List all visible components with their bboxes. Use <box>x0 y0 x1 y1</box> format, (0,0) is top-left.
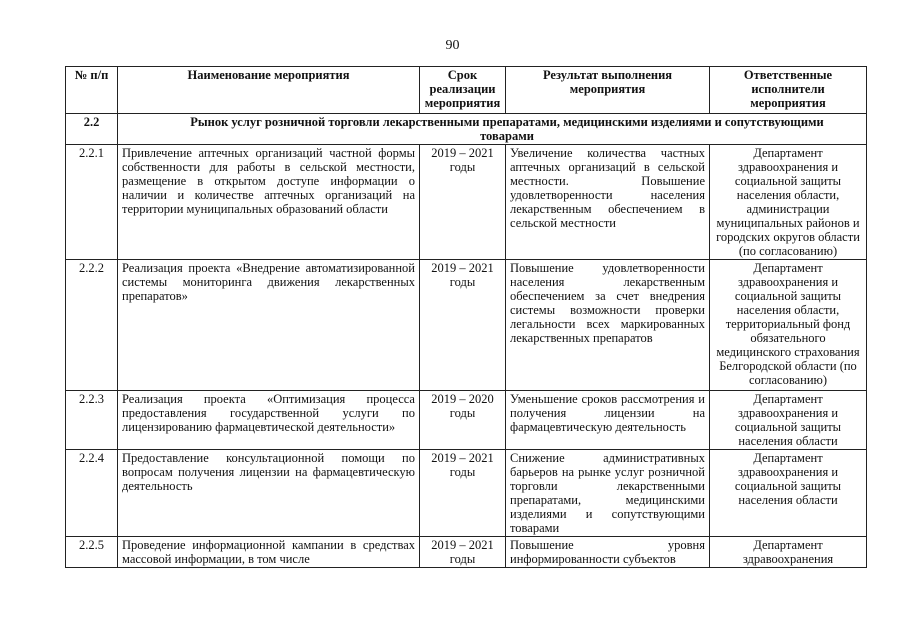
section-num: 2.2 <box>66 114 118 145</box>
row-result: Снижение административных барьеров на рынке услуг розничной торговли лекарственными препаратами, медицинскими изделиями и сопутствующими товарами <box>506 450 710 537</box>
row-num: 2.2.1 <box>66 145 118 260</box>
table-row <box>66 450 867 537</box>
row-name: Предоставление консультационной помощи по вопросам получения лицензии на фармацевтическую деятельность <box>118 450 420 537</box>
row-result: Уменьшение сроков рассмотрения и получения лицензии на фармацевтическую деятельность <box>506 391 710 450</box>
table-header-row <box>66 67 867 114</box>
table-row <box>66 391 867 450</box>
header-term: Срок реализации мероприятия <box>420 67 506 114</box>
row-name: Реализация проекта «Оптимизация процесса предоставления государственной услуги по лицензированию фармацевтической деятельности» <box>118 391 420 450</box>
row-term: 2019 – 2020 годы <box>420 391 506 450</box>
section-title: Рынок услуг розничной торговли лекарственными препаратами, медицинскими изделиями и сопутствующими товарами <box>118 114 867 145</box>
row-num: 2.2.4 <box>66 450 118 537</box>
row-result: Увеличение количества частных аптечных организаций в сельской местности. Повышение удовлетворенности населения лекарственным обеспечением в сельской местности <box>506 145 710 260</box>
row-executors: Департамент здравоохранения и социальной защиты населения области, территориальный фонд обязательного медицинского страхования Белгородской области (по согласованию) <box>710 260 867 391</box>
table-row <box>66 260 867 391</box>
page-number: 90 <box>445 38 460 53</box>
row-term: 2019 – 2021 годы <box>420 537 506 568</box>
header-name: Наименование мероприятия <box>118 67 420 114</box>
row-term: 2019 – 2021 годы <box>420 145 506 260</box>
row-term: 2019 – 2021 годы <box>420 260 506 391</box>
header-result: Результат выполнения мероприятия <box>506 67 710 114</box>
section-row <box>66 114 867 145</box>
row-num: 2.2.5 <box>66 537 118 568</box>
row-num: 2.2.2 <box>66 260 118 391</box>
row-executors: Департамент здравоохранения и социальной защиты населения области <box>710 391 867 450</box>
row-executors: Департамент здравоохранения <box>710 537 867 568</box>
row-name: Привлечение аптечных организаций частной формы собственности для работы в сельской местности, размещение в открытом доступе информации о наличии и количестве аптечных организаций на территории муниципальных образований области <box>118 145 420 260</box>
table-row <box>66 537 867 568</box>
row-executors: Департамент здравоохранения и социальной защиты населения области, администрации муниципальных районов и городских округов области (по согласованию) <box>710 145 867 260</box>
row-num: 2.2.3 <box>66 391 118 450</box>
header-executors: Ответственные исполнители мероприятия <box>710 67 867 114</box>
row-name: Проведение информационной кампании в средствах массовой информации, в том числе <box>118 537 420 568</box>
row-result: Повышение уровня информированности субъектов <box>506 537 710 568</box>
action-plan-table <box>65 66 867 568</box>
table-row <box>66 145 867 260</box>
row-result: Повышение удовлетворенности населения лекарственным обеспечением за счет внедрения системы возможности проверки легальности всех маркированных лекарственных препаратов <box>506 260 710 391</box>
header-num: № п/п <box>66 67 118 114</box>
row-name: Реализация проекта «Внедрение автоматизированной системы мониторинга движения лекарственных препаратов» <box>118 260 420 391</box>
row-executors: Департамент здравоохранения и социальной защиты населения области <box>710 450 867 537</box>
row-term: 2019 – 2021 годы <box>420 450 506 537</box>
